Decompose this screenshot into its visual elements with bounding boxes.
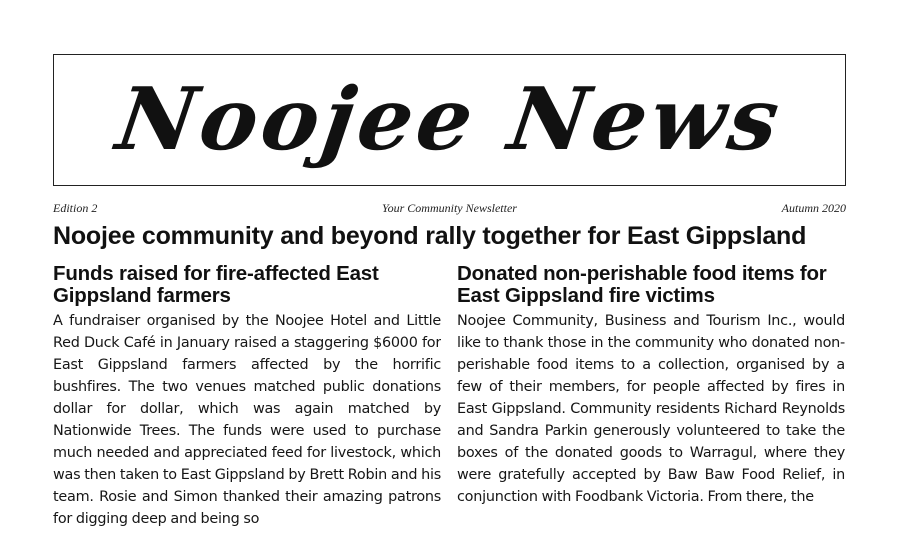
article-title: Donated non-perishable food items for East Gippsland fire victims: [457, 263, 827, 307]
masthead-title: Noojee News: [110, 69, 789, 170]
tagline: Your Community Newsletter: [382, 201, 517, 215]
article-food-donations: [457, 263, 845, 535]
meta-row: [53, 201, 846, 217]
season-label: Autumn 2020: [781, 201, 846, 215]
masthead: [53, 54, 846, 186]
article-fundraiser: [53, 263, 441, 535]
article-title: Funds raised for fire-affected East Gippsland farmers: [53, 263, 379, 307]
article-body: A fundraiser organised by the Noojee Hotel and Little Red Duck Café in January raised a staggering $6000 for East Gippsland farmers affected by the horrific bushfires. The two venues matched public donations dollar for dollar, which was again matched by Nationwide Trees. The funds were used to purchase much needed and appreciated feed for livestock, which was then taken to East Gippsland by Brett Robin and his team. Rosie and Simon thanked their amazing patrons for digging deep and being so: [53, 313, 441, 527]
main-headline: Noojee community and beyond rally together for East Gippsland: [53, 222, 807, 250]
edition-label: Edition 2: [53, 201, 98, 215]
article-body: Noojee Community, Business and Tourism Inc., would like to thank those in the community who donated non-perishable food items to a collection, organised by a few of their members, for people affected by fires in East Gippsland. Community residents Richard Reynolds and Sandra Parkin generously volunteered to take the boxes of the donated goods to Warragul, where they were gratefully accepted by Baw Baw Food Relief, in conjunction with Foodbank Victoria. From there, the: [457, 313, 845, 505]
